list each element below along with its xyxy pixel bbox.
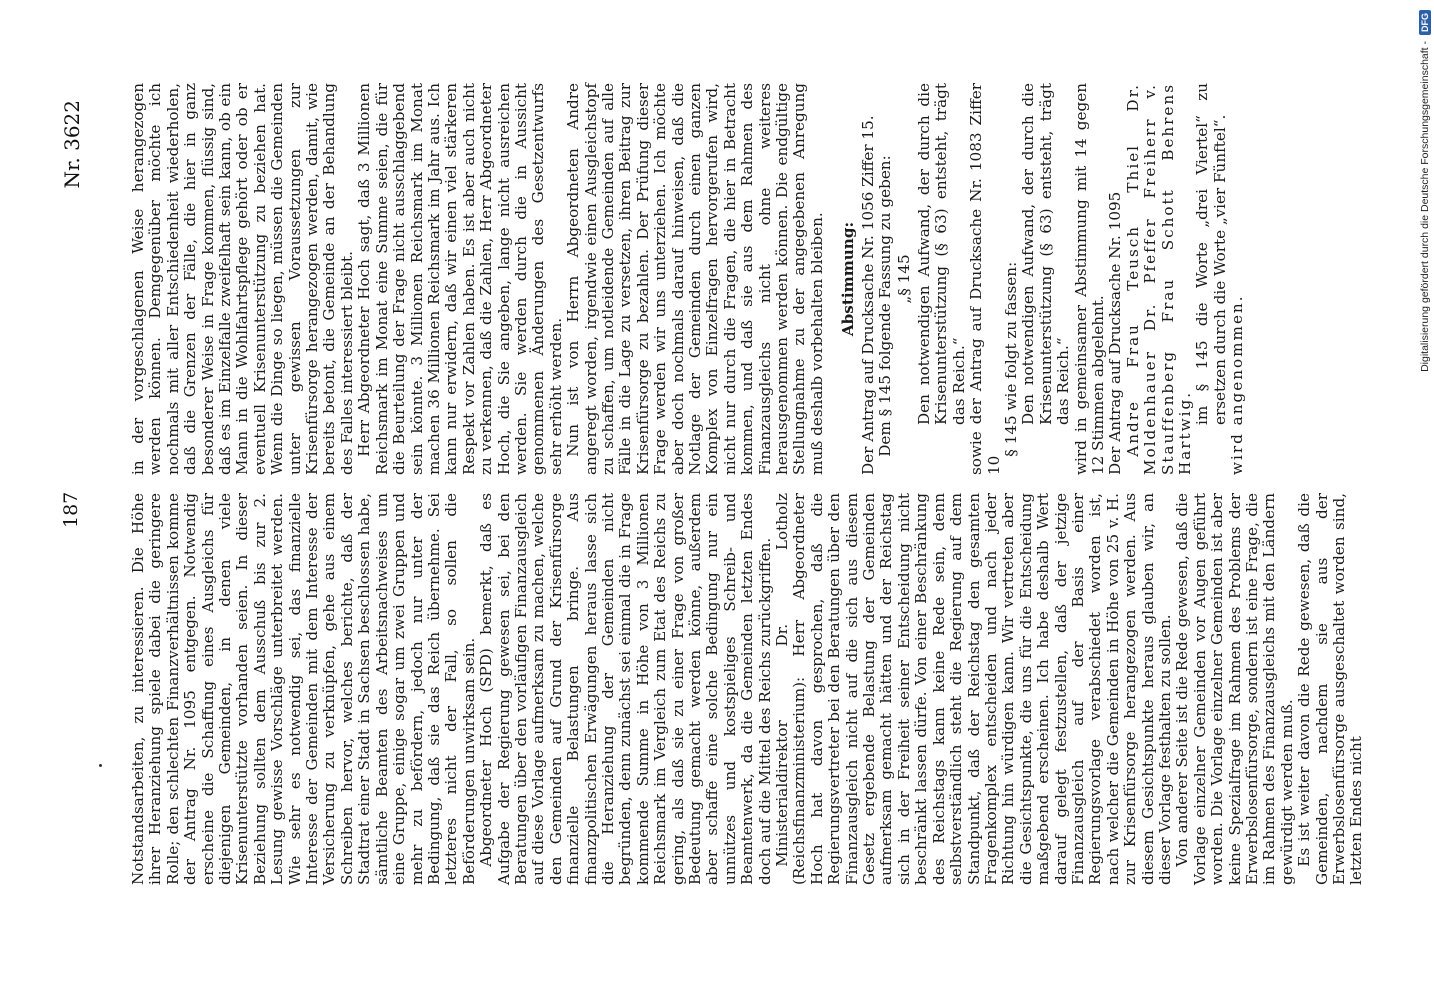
vote-line: § 145 wie folgt zu fassen:: [1001, 261, 1020, 457]
vote-result: wird angenommen.: [1228, 294, 1247, 475]
paragraph: in der vorgeschlagenen Weise herangezogen werden können. Demgegenüber möchte ich nochmals mit aller Entschiedenheit wiederholen, daß die Grenzen der Fälle, die hier in ganz besonderer Weise in Frage kommen, flüssig sind, daß es im Einzelfalle zweifelhaft sein kann, ob ein Mann in die Wohlfahrtspflege gehört oder ob er eventuell Krisenunterstützung zu beziehen hat. Wenn die Dinge so liegen, müssen die Gemeinden unter gewissen Voraussetzungen zur Krisenfürsorge herangezogen werden, damit, wie bereits betont, die Gemeinde an der Behandlung des Falles interessiert bleibt.: [129, 83, 356, 475]
paragraph: Nun ist von Herrn Abgeordneten Andre angeregt worden, irgendwie einen Ausgleichstopf zu schaffen, um notleidende Gemeinden auf alle Fälle in die Lage zu versetzen, ihren Beitrag zur Krisenfürsorge zu bezahlen. Der Prüfung dieser Frage werden wir uns unterziehen. Ich möchte aber doch nochmals darauf hinweisen, daß die Notlage der Gemeinden durch einen ganzen Komplex von Einzelfragen hervorgerufen wird, nicht nur durch die Fragen, die hier in Betracht kommen, und daß sie aus dem Rahmen des Finanzausgleichs nicht ohne weiteres herausgenommen werden können. Die endgültige Stellungnahme zu der angegebenen Anregung muß deshalb vorbehalten bleiben.: [564, 83, 826, 475]
page-header: [60, 100, 100, 900]
vote-intro: Der Antrag auf Drucksache Nr. 1056 Ziffer 15.: [858, 115, 877, 475]
vote-heading: Abstimmung:: [839, 221, 858, 337]
section-title: „§ 145: [895, 254, 914, 304]
paragraph: Abgeordneter Hoch (SPD) bemerkt, daß es Aufgabe der Regierung gewesen sei, bei den Beratungen über den vorläufigen Finanzausgleich auf diese Vorlage aufmerksam zu machen, welche den Gemeinden auf Grund der Krisenfürsorge finanzielle Belastungen bringe. Aus finanzpolitischen Erwägungen heraus lasse sich die Heranziehung der Gemeinden nicht begründen, denn zunächst sei einmal die in Frage kommende Summe in Höhe von 3 Millionen Reichsmark im Vergleich zum Etat des Reichs zu gering, als daß sie zu einer Frage von großer Bedeutung gemacht werden könne, außerdem aber schaffe eine solche Bedingung nur ein unnützes und kostspieliges Schreib- und Beamtenwerk, da die Gemeinden letzten Endes doch auf die Mittel des Reichs zurückgriffen.: [477, 493, 774, 885]
sponsors-list: Andre Frau Teusch Thiel Dr. Moldenhauer Dr. Pfeffer Freiherr v. Stauffenberg Frau Schott Behrens Hartwig.: [1123, 83, 1194, 475]
dfg-logo-icon: DFG: [1419, 10, 1431, 35]
paragraph: Herr Abgeordneter Hoch sagt, daß 3 Millionen Reichsmark im Monat eine Summe seien, die für die Beurteilung der Frage nicht ausschlaggebend sein könnte. 3 Millionen Reichsmark im Monat machen 36 Millionen Reichsmark im Jahr aus. Ich kann nur erwidern, daß wir einen viel stärkeren Respekt vor Zahlen haben. Es ist aber auch nicht zu verkennen, daß die Zahlen, Herr Abgeordneter Hoch, die Sie angeben, lange nicht ausreichen werden. Sie werden durch die in Aussicht genommenen Änderungen des Gesetzentwurfs sehr erhöht werden.: [355, 83, 565, 475]
vote-line: sowie der Antrag auf Drucksache Nr. 1083 Ziffer 10: [967, 83, 1003, 475]
right-column: [130, 83, 1247, 475]
quoted-text: Den notwendigen Aufwand, der durch die Krisenunterstützung (§ 63) entsteht, trägt das Reich.“: [1019, 83, 1073, 425]
paragraph: Von anderer Seite ist die Rede gewesen, daß die Vorlage einzelner Gemeinden vor Augen geführt worden. Die Vorlage einzelner Gemeinden ist aber keine Spezialfrage im Rahmen des Problems der Erwerbslosenfürsorge, sondern ist eine Frage, die im Rahmen des Finanzausgleichs mit den Ländern gewürdigt werden muß.: [1173, 493, 1296, 885]
quoted-text: Den notwendigen Aufwand, der durch die Krisenunterstützung (§ 63) entsteht, trägt das Reich.“: [914, 83, 968, 425]
document-number: Nr. 3622: [60, 100, 84, 189]
credit-text: Digitalisierung gefördert durch die Deutsche Forschungsgemeinschaft -: [1419, 41, 1431, 372]
paragraph: Ministerialdirektor Dr. Lotholz (Reichsfinanzministerium): Herr Abgeordneter Hoch hat davon gesprochen, daß die Regierungsvertreter bei den Beratungen über den Finanzausgleich nicht auf die sich aus diesem Gesetz ergebende Belastung der Gemeinden aufmerksam gemacht hätten und der Reichstag sich in der Freiheit seiner Entscheidung nicht beschränkt lassen dürfe. Von einer Beschränkung des Reichstags kann keine Rede sein, denn selbstverständlich steht die Regierung auf dem Standpunkt, daß der Reichstag den gesamten Fragenkomplex entscheiden und nach jeder Richtung hin würdigen kann. Wir vertreten aber die Gesichtspunkte, die uns für die Entscheidung maßgebend erscheinen. Ich habe deshalb Wert darauf gelegt festzustellen, daß der jetzige Finanzausgleich auf der Basis einer Regierungsvorlage verabschiedet worden ist, nach welcher die Gemeinden in Höhe von 25 v. H. zur Krisenfürsorge herangezogen werden. Aus diesem Gesichtspunkte heraus glauben wir, an dieser Vorlage festhalten zu sollen.: [773, 493, 1174, 885]
paragraph: Notstandsarbeiten, zu interessieren. Die Höhe ihrer Heranziehung spiele dabei die geringere Rolle; den schlechten Finanzverhältnissen komme der Antrag Nr. 1095 entgegen. Notwendig erscheine die Schaffung eines Ausgleichs für diejenigen Gemeinden, in denen viele Krisenunterstützte vorhanden seien. In dieser Beziehung sollten dem Ausschuß bis zur 2. Lesung gewisse Vorschläge unterbreitet werden. Wie sehr es notwendig sei, das finanzielle Interesse der Gemeinden mit dem Interesse der Versicherung zu verknüpfen, gehe aus einem Schreiben hervor, welches berichte, daß der Stadtrat einer Stadt in Sachsen beschlossen habe, sämtliche Beamten des Arbeitsnachweises um eine Gruppe, einige sogar um zwei Gruppen und mehr zu befördern, jedoch nur unter der Bedingung, daß sie das Reich übernehme. Sei letzteres nicht der Fall, so sollen die Beförderungen unwirksam sein.: [129, 493, 478, 885]
digitization-credit: [1416, 0, 1434, 1000]
ink-speck: [99, 764, 102, 767]
vote-line: Der Antrag auf Drucksache Nr. 1095: [1106, 191, 1125, 475]
amendment-text: im § 145 die Worte „drei Viertel“ zu ersetzen durch die Worte „vier Fünftel“.: [1193, 83, 1229, 425]
vote-instruction: Dem § 145 folgende Fassung zu geben:: [876, 155, 895, 457]
left-column: [130, 493, 1366, 885]
paragraph: Es ist weiter davon die Rede gewesen, daß die Gemeinden, nachdem sie aus der Erwerbslosenfürsorge ausgeschaltet worden sind, letzten Endes nicht: [1295, 493, 1366, 885]
page-number: 187: [60, 491, 82, 528]
vote-result: wird in gemeinsamer Abstimmung mit 14 gegen 12 Stimmen abgelehnt.: [1071, 83, 1107, 475]
